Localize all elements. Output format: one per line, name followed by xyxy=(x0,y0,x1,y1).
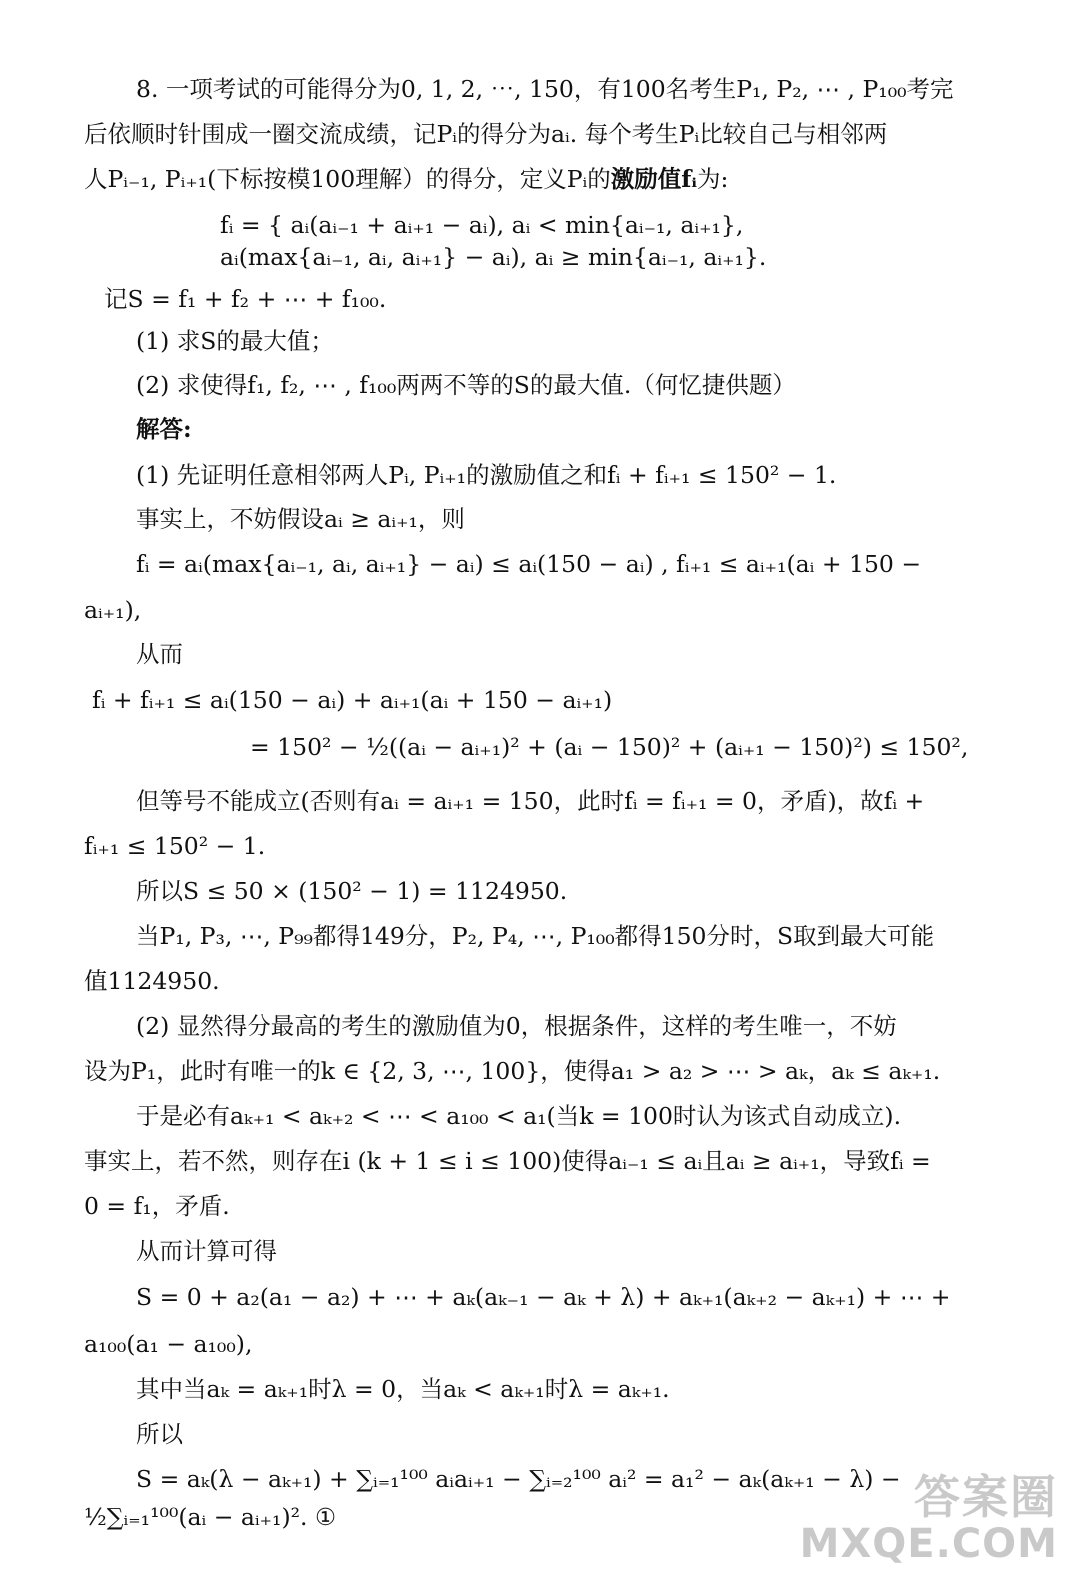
problem-line-3 xyxy=(84,162,728,196)
sum-definition: 记S = f₁ + f₂ + ⋯ + f₁₀₀. xyxy=(104,285,387,313)
solution-line-2: 事实上，不妨假设aᵢ ≥ aᵢ₊₁，则 xyxy=(136,505,465,533)
problem-line-3-text: 人Pᵢ₋₁, Pᵢ₊₁(下标按模100理解）的得分，定义Pᵢ的 xyxy=(84,165,611,193)
problem-line-1: 8. 一项考试的可能得分为0, 1, 2, ⋯, 150，有100名考生P₁, P₂, ⋯ , P₁₀₀考完 xyxy=(136,75,954,103)
part2-line-7: S = 0 + a₂(a₁ − a₂) + ⋯ + aₖ(aₖ₋₁ − aₖ + λ) + aₖ₊₁(aₖ₊₂ − aₖ₊₁) + ⋯ + xyxy=(136,1283,951,1311)
inequality-line-1: fᵢ + fᵢ₊₁ ≤ aᵢ(150 − aᵢ) + aᵢ₊₁(aᵢ + 150 − aᵢ₊₁) xyxy=(92,686,613,714)
solution-line-7: fᵢ₊₁ ≤ 150² − 1. xyxy=(84,832,266,860)
solution-line-4: aᵢ₊₁), xyxy=(84,596,142,624)
piecewise-case-1: fᵢ = { aᵢ(aᵢ₋₁ + aᵢ₊₁ − aᵢ), aᵢ < min{aᵢ₋₁, aᵢ₊₁}, xyxy=(220,211,744,239)
part2-line-5: 0 = f₁，矛盾. xyxy=(84,1192,230,1220)
part2-line-3: 于是必有aₖ₊₁ < aₖ₊₂ < ⋯ < a₁₀₀ < a₁(当k = 100时认为该式自动成立). xyxy=(136,1102,902,1130)
part2-line-10: 所以 xyxy=(136,1420,183,1448)
part2-line-11: S = aₖ(λ − aₖ₊₁) + ∑ᵢ₌₁¹⁰⁰ aᵢaᵢ₊₁ − ∑ᵢ₌₂¹⁰⁰ aᵢ² = a₁² − aₖ(aₖ₊₁ − λ) − xyxy=(136,1465,901,1493)
part2-line-6: 从而计算可得 xyxy=(136,1237,277,1265)
question-1: (1) 求S的最大值； xyxy=(136,327,334,355)
problem-line-2: 后依顺时针围成一圈交流成绩，记Pᵢ的得分为aᵢ. 每个考生Pᵢ比较自己与相邻两 xyxy=(84,120,888,148)
inequality-line-2: = 150² − ½((aᵢ − aᵢ₊₁)² + (aᵢ − 150)² + (aᵢ₊₁ − 150)²) ≤ 150², xyxy=(250,733,969,761)
part2-line-1: (2) 显然得分最高的考生的激励值为0，根据条件，这样的考生唯一，不妨 xyxy=(136,1012,897,1040)
problem-line-3-tail: 为: xyxy=(696,165,729,193)
part2-line-8: a₁₀₀(a₁ − a₁₀₀), xyxy=(84,1330,253,1358)
solution-heading: 解答: xyxy=(136,415,192,443)
part2-line-12: ½∑ᵢ₌₁¹⁰⁰(aᵢ − aᵢ₊₁)². ① xyxy=(84,1503,337,1531)
piecewise-case-2: aᵢ(max{aᵢ₋₁, aᵢ, aᵢ₊₁} − aᵢ), aᵢ ≥ min{aᵢ₋₁, aᵢ₊₁}. xyxy=(220,243,767,271)
solution-line-9: 当P₁, P₃, ⋯, P₉₉都得149分，P₂, P₄, ⋯, P₁₀₀都得150分时，S取到最大可能 xyxy=(136,922,935,950)
solution-line-10: 值1124950. xyxy=(84,967,220,995)
incentive-term: 激励值fᵢ xyxy=(610,165,697,193)
watermark-logo xyxy=(800,1472,1058,1566)
solution-line-5: 从而 xyxy=(136,640,183,668)
solution-line-8: 所以S ≤ 50 × (150² − 1) = 1124950. xyxy=(136,877,568,905)
watermark-text: 答案圈 xyxy=(914,1470,1058,1524)
watermark-domain: MXQE.COM xyxy=(799,1521,1058,1567)
part2-line-2: 设为P₁，此时有唯一的k ∈ {2, 3, ⋯, 100}，使得a₁ > a₂ > ⋯ > aₖ，aₖ ≤ aₖ₊₁. xyxy=(84,1057,941,1085)
part2-line-4: 事实上，若不然，则存在i (k + 1 ≤ i ≤ 100)使得aᵢ₋₁ ≤ aᵢ且aᵢ ≥ aᵢ₊₁，导致fᵢ = xyxy=(84,1147,931,1175)
solution-line-3: fᵢ = aᵢ(max{aᵢ₋₁, aᵢ, aᵢ₊₁} − aᵢ) ≤ aᵢ(150 − aᵢ) , fᵢ₊₁ ≤ aᵢ₊₁(aᵢ + 150 − xyxy=(136,550,922,578)
part2-line-9: 其中当aₖ = aₖ₊₁时λ = 0，当aₖ < aₖ₊₁时λ = aₖ₊₁. xyxy=(136,1375,670,1403)
question-2: (2) 求使得f₁, f₂, ⋯ , f₁₀₀两两不等的S的最大值.（何忆捷供题） xyxy=(136,371,796,399)
solution-line-6: 但等号不能成立(否则有aᵢ = aᵢ₊₁ = 150，此时fᵢ = fᵢ₊₁ = 0，矛盾)，故fᵢ + xyxy=(136,787,925,815)
solution-line-1: (1) 先证明任意相邻两人Pᵢ, Pᵢ₊₁的激励值之和fᵢ + fᵢ₊₁ ≤ 150² − 1. xyxy=(136,461,837,489)
